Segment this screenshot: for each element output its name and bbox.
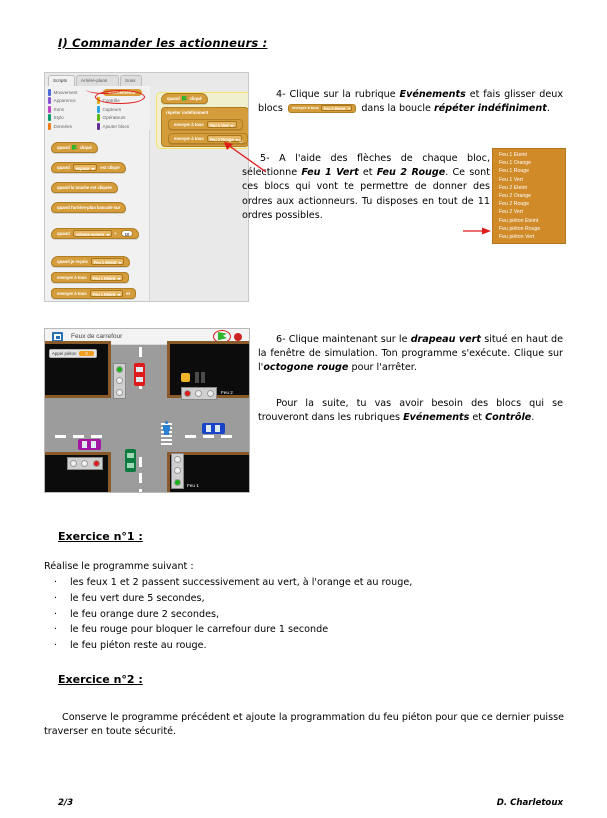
annotation-red-underline-tabs <box>86 85 122 94</box>
pedestrian-sprite <box>162 421 171 435</box>
loop-arrow-icon: ↻ <box>238 139 243 145</box>
traffic-light-2 <box>181 387 217 400</box>
lane-dash <box>139 473 142 483</box>
traffic-light-1 <box>171 453 184 489</box>
exercise-2-title: Exercice n°2 : <box>58 673 143 686</box>
note-text: Pour la suite, tu vas avoir besoin des blocs qui se trouveront dans les rubriques Evénements et Contrôle. <box>258 398 563 424</box>
palette-block-when-backdrop-switches[interactable]: quand l'arrière-plan bascule sur <box>51 202 126 213</box>
lane-dash <box>91 435 102 438</box>
step-4-text: 4- Clique sur la rubrique Evénements et fais glisser deux blocs envoyer à tous Feu 1 Eteint dans la boucle répéter indéfiniment. <box>258 89 564 115</box>
lamp-red <box>174 456 181 463</box>
lamp-red <box>184 390 191 397</box>
page-number: 2/3 <box>58 798 74 808</box>
list-item: · le feu rouge pour bloquer le carrefour dure 1 seconde <box>44 622 564 638</box>
page-footer <box>58 798 563 808</box>
variable-watcher-appel-pieton <box>49 349 97 358</box>
pedestrian-traffic-light <box>113 363 126 399</box>
simulation-window-screenshot <box>44 328 250 493</box>
broadcast-wait-dropdown[interactable]: Feu 1 Eteint <box>90 290 124 297</box>
lane-dash <box>139 457 142 467</box>
traffic-light-1-label: Feu 1 <box>187 483 199 488</box>
bullet-icon: · <box>54 640 58 652</box>
palette-block-when-flag-clicked[interactable]: quand cliqué <box>51 142 98 153</box>
scratch-editor-screenshot <box>44 72 249 302</box>
list-item: · les feux 1 et 2 passent successivement au vert, à l'orange et au rouge, <box>44 575 564 591</box>
script-broadcast-feu2-rouge[interactable]: envoyer à tous Feu 2 Rouge <box>168 133 248 144</box>
lamp-orange <box>174 467 181 474</box>
exercise-1-intro: Réalise le programme suivant : <box>44 561 194 572</box>
palette-block-when-loudness-greater[interactable]: quand volume sonore > 10 <box>51 228 139 239</box>
bullet-icon: · <box>54 608 58 620</box>
car-purple <box>78 439 101 450</box>
block-palette[interactable] <box>45 130 150 301</box>
category-capteurs[interactable]: Capteurs <box>97 105 142 113</box>
category-mouvement[interactable]: Mouvement <box>48 88 78 96</box>
pole-sprite <box>201 372 205 383</box>
category-evenements[interactable]: Evénements <box>97 88 142 96</box>
lamp-orange <box>195 390 202 397</box>
lamp-red <box>116 389 123 396</box>
exercise-1-title: Exercice n°1 : <box>58 530 143 543</box>
dropdown-item-7[interactable]: Feu 2 Vert <box>499 209 523 216</box>
broadcast-dropdown-feu2[interactable]: Feu 2 Rouge <box>207 135 242 142</box>
list-item: · le feu vert dure 5 secondes, <box>44 591 564 607</box>
category-operateurs[interactable]: Opérateurs <box>97 114 142 122</box>
watcher-label: Appel piéton <box>52 351 77 356</box>
dropdown-item-6[interactable]: Feu 2 Rouge <box>499 201 529 208</box>
bullet-icon: · <box>54 624 58 636</box>
lamp-green <box>70 460 77 467</box>
inline-broadcast-block: envoyer à tous Feu 1 Eteint <box>288 104 356 113</box>
dropdown-item-1[interactable]: Feu 1 Orange <box>499 160 532 167</box>
tab-sounds[interactable]: Sons <box>120 75 142 86</box>
lane-dash <box>221 435 232 438</box>
dropdown-item-0[interactable]: Feu 1 Eteint <box>499 152 527 159</box>
lane-dash <box>139 347 142 357</box>
button-sprite <box>181 373 190 382</box>
lane-dash <box>185 435 196 438</box>
list-item: · le feu orange dure 2 secondes, <box>44 607 564 623</box>
car-blue <box>202 423 225 434</box>
lamp-green <box>116 366 123 373</box>
script-broadcast-feu1-vert[interactable]: envoyer à tous Feu 1 Vert <box>168 119 243 130</box>
key-dropdown[interactable]: espace <box>73 164 98 171</box>
traffic-light-2-label: Feu 2 <box>221 390 233 395</box>
palette-block-when-i-receive[interactable]: quand je reçois Feu 1 Eteint <box>51 256 130 267</box>
lamp-green <box>174 479 181 486</box>
watcher-value: 0 <box>79 351 93 356</box>
car-red <box>134 363 145 386</box>
category-apparence[interactable]: Apparence <box>48 97 78 105</box>
list-item: · le feu piéton reste au rouge. <box>44 638 564 654</box>
dropdown-item-2[interactable]: Feu 1 Rouge <box>499 168 529 175</box>
category-donnees[interactable]: Données <box>48 122 78 130</box>
dropdown-item-10[interactable]: Feu piéton Vert <box>499 233 535 240</box>
author-name: D. Charletoux <box>496 798 563 808</box>
forever-loop-label: répéter indéfiniment <box>166 109 209 115</box>
scratch-tab-row <box>45 73 248 86</box>
stop-button[interactable] <box>234 333 242 341</box>
pole-sprite <box>195 372 199 383</box>
script-hat-when-flag-clicked[interactable]: quand cliqué <box>161 93 208 104</box>
message-dropdown[interactable]: Feu 1 Eteint <box>91 258 125 265</box>
script-canvas[interactable] <box>150 86 248 301</box>
bullet-icon: · <box>54 592 58 604</box>
green-flag-icon <box>182 96 188 102</box>
dropdown-item-9[interactable]: Feu piéton Rouge <box>499 225 541 232</box>
lamp-red <box>93 460 100 467</box>
tab-scripts[interactable]: Scripts <box>48 75 75 86</box>
category-controle[interactable]: Contrôle <box>97 97 142 105</box>
step-5-text: 5- A l'aide des flèches de chaque bloc, sélectionne Feu 1 Vert et Feu 2 Rouge. Ce sont ces blocs qui vont te permettre de donner des ordres aux actionneurs. Tu disposes en tout de 11 ordres possibles. <box>242 153 490 221</box>
message-dropdown-list[interactable] <box>492 148 566 244</box>
category-ajouter-blocs[interactable]: Ajouter blocs <box>97 122 142 130</box>
simulation-stage[interactable] <box>45 345 249 492</box>
lamp-green <box>207 390 214 397</box>
script-stack[interactable] <box>156 92 249 149</box>
sensor-dropdown[interactable]: volume sonore <box>73 230 113 237</box>
simulation-title: Feux de carrefour <box>71 333 123 340</box>
dropdown-item-4[interactable]: Feu 2 Eteint <box>499 184 527 191</box>
exercise-2-text: Conserve le programme précédent et ajoute la programmation du feu piéton pour que ce dernier puisse traverser en toute sécurité. <box>44 712 564 738</box>
palette-block-broadcast-and-wait[interactable]: envoyer à tous Feu 1 Eteint et <box>51 288 136 299</box>
category-sons[interactable]: Sons <box>48 105 78 113</box>
tab-backgrounds[interactable]: Arrière-plans <box>76 75 119 86</box>
exercise-1-list <box>44 575 564 654</box>
green-flag-icon <box>72 145 78 151</box>
palette-block-when-sprite-clicked[interactable]: quand la touche est cliquée <box>51 182 118 193</box>
bullet-icon: · <box>54 577 58 588</box>
palette-block-broadcast[interactable]: envoyer à tous Feu 1 Eteint <box>51 272 129 283</box>
dropdown-item-3[interactable]: Feu 1 Vert <box>499 176 523 183</box>
traffic-light-left <box>67 457 103 470</box>
car-green <box>125 449 136 472</box>
dropdown-item-5[interactable]: Feu 2 Orange <box>499 193 532 200</box>
lamp-orange <box>81 460 88 467</box>
lamp-orange <box>116 377 123 384</box>
category-column-left <box>48 88 78 131</box>
dropdown-item-8[interactable]: Feu piéton Eteint <box>499 217 539 224</box>
broadcast-dropdown[interactable]: Feu 1 Eteint <box>90 274 124 281</box>
lane-dash <box>73 435 84 438</box>
annotation-arrow-to-dropdown <box>463 226 491 236</box>
lane-dash <box>203 435 214 438</box>
palette-block-when-key-pressed[interactable]: quand espace est cliqué <box>51 162 126 173</box>
threshold-input[interactable]: 10 <box>121 230 133 237</box>
step-6-text: 6- Clique maintenant sur le drapeau vert situé en haut de la fenêtre de simulation. Ton programme s'exécute. Clique sur l'octogone rouge pour l'arrêter. <box>258 334 563 374</box>
lane-dash <box>139 489 142 493</box>
annotation-arrow-to-script <box>224 142 270 176</box>
lane-dash <box>55 435 66 438</box>
broadcast-dropdown-feu1[interactable]: Feu 1 Vert <box>207 121 237 128</box>
script-forever-loop[interactable] <box>161 107 249 147</box>
category-stylo[interactable]: Stylo <box>48 114 78 122</box>
page-title: I) Commander les actionneurs : <box>58 36 268 50</box>
